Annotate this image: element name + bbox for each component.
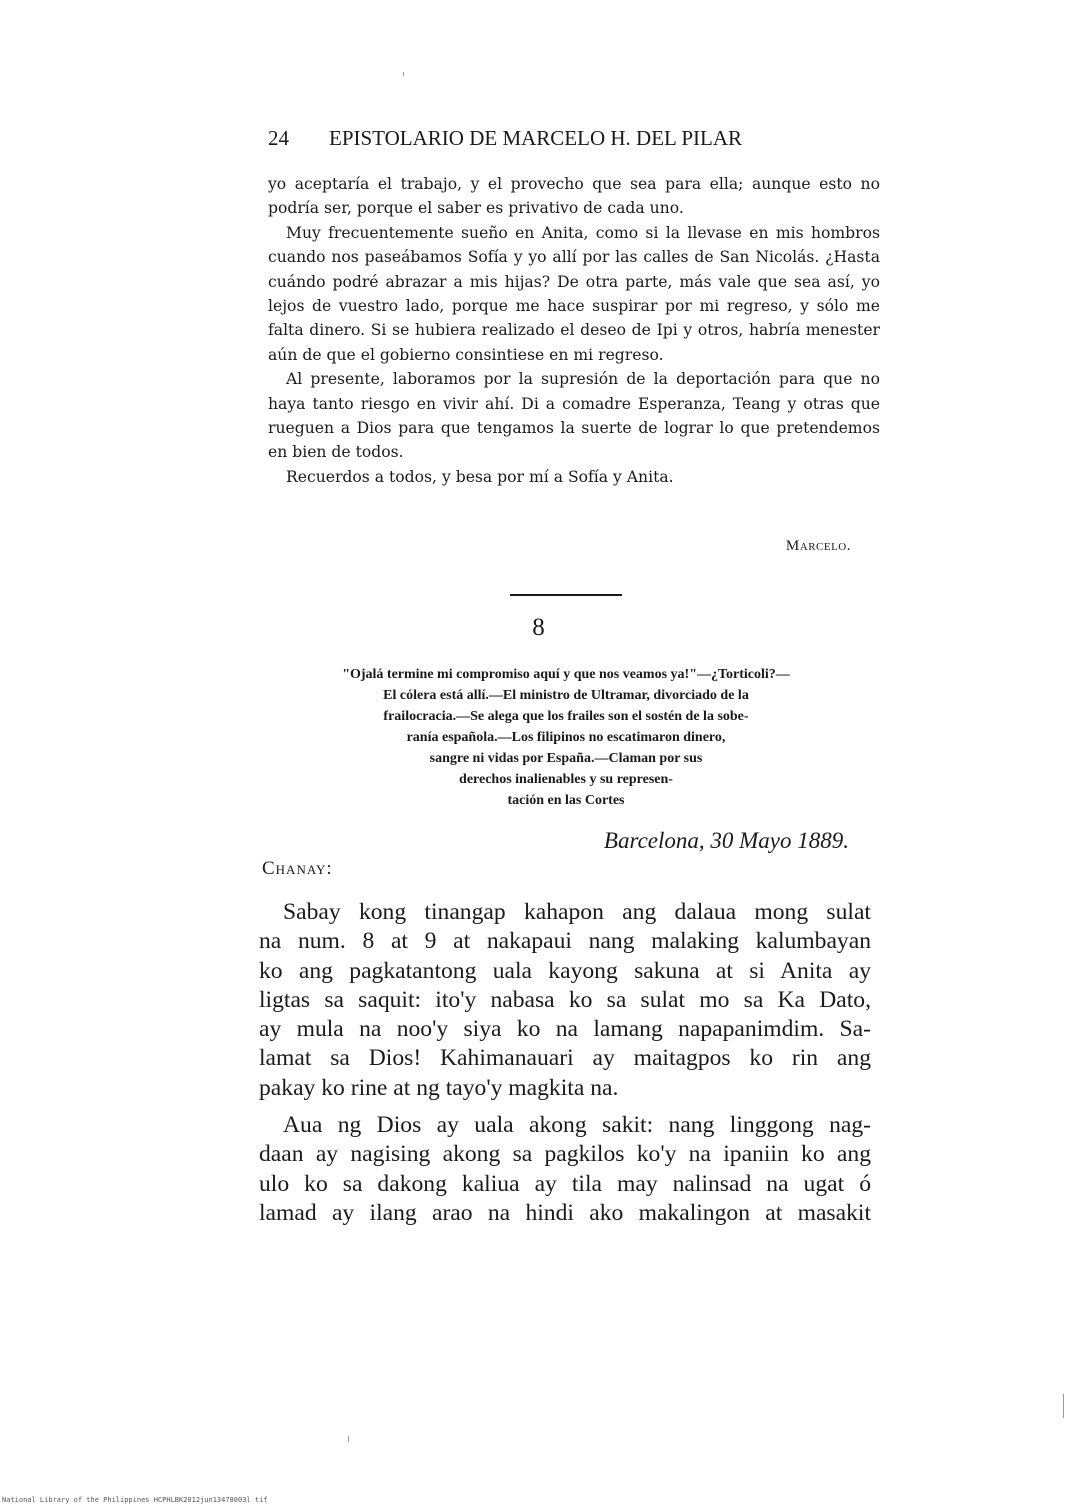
body-paragraph [259,1111,871,1228]
scan-speck [1063,1394,1064,1418]
signature: Marcelo. [785,538,851,554]
body-paragraph: Recuerdos a todos, y besa por mí a Sofía y Anita. [286,467,674,486]
text-line: ko ang pagkatantong uala kayong sakuna at si Anita ay [259,957,871,984]
dateline: Barcelona, 30 Mayo 1889. [603,828,849,853]
body-paragraph: Muy frecuentemente sueño en Anita, como si la llevase en mis hombros cuando nos paseábamos Sofía y yo allí por las calles de San Nicolás. ¿Hasta cuándo podré abrazar a mis hijas? De otra parte, más vale que sea así, yo lejos de vuestro lado, porque me hace suspirar por mi regreso, y sólo me falta dinero. Si se hubiera realizado el deseo de Ipi y otros, habría menester aún de que el gobierno consintiese en mi regreso. [268,223,880,364]
text-line: na num. 8 at 9 at nakapaui nang malaking kalumbayan [259,928,871,955]
previous-letter-body [268,172,880,489]
scan-speck [348,1436,349,1442]
body-paragraph [259,898,871,1103]
summary-line: ranía española.—Los filipinos no escatimaron dinero, [406,730,726,745]
text-line: daan ay nagising akong sa pagkilos ko'y na ipaniin ko ang [259,1141,871,1168]
text-line: lamad ay ilang arao na hindi ako makalingon at masakit [259,1199,871,1226]
scan-speck [403,72,404,76]
text-line: Sabay kong tinangap kahapon ang dalaua mong sulat [283,899,871,925]
summary-line: derechos inalienables y su represen- [459,772,673,787]
text-line: ulo ko sa dakong kaliua ay tila may nalinsad na ugat ó [259,1170,871,1197]
text-line: Aua ng Dios ay uala akong sakit: nang linggong nag- [283,1112,871,1139]
summary-line: tación en las Cortes [507,793,625,808]
text-line: ligtas sa saquit: ito'y nabasa ko sa sulat mo sa Ka Dato, [259,986,871,1013]
letter-body [259,898,871,1236]
body-paragraph: Al presente, laboramos por la supresión de la deportación para que no haya tanto riesgo en vivir ahí. Di a comadre Esperanza, Teang y otras que rueguen a Dios para que tengamos la suerte de lograr lo que pretendemos en bien de todos. [268,370,880,462]
body-paragraph: yo aceptaría el trabajo, y el provecho que sea para ella; aunque esto no podría ser, porque el saber es privativo de cada uno. [268,175,880,218]
summary-line: El cólera está allí.—El ministro de Ultramar, divorciado de la [383,688,749,703]
salutation: Chanay: [262,858,333,879]
scan-credit: National Library of the Philippines HCPHLBK2012jun13478003l tif [2,1496,268,1504]
summary-line: sangre ni vidas por España.—Claman por sus [429,751,703,766]
letter-number: 8 [532,614,545,641]
summary-line: frailocracia.—Se alega que los frailes son el sostén de la sobe- [383,709,749,724]
running-header [268,126,828,151]
text-line: ay mula na noo'y siya ko na lamang napapanimdim. Sa- [259,1016,871,1043]
page-number: 24 [268,126,289,150]
summary-line: "Ojalá termine mi compromiso aquí y que nos veamos ya!"—¿Torticoli?— [342,667,790,682]
text-line: lamat sa Dios! Kahimanauari ay maitagpos ko rin ang [259,1045,871,1072]
section-divider [510,594,622,596]
running-title: EPISTOLARIO DE MARCELO H. DEL PILAR [329,126,742,150]
letter-summary [260,664,872,811]
text-line: pakay ko rine at ng tayo'y magkita na. [259,1074,619,1101]
